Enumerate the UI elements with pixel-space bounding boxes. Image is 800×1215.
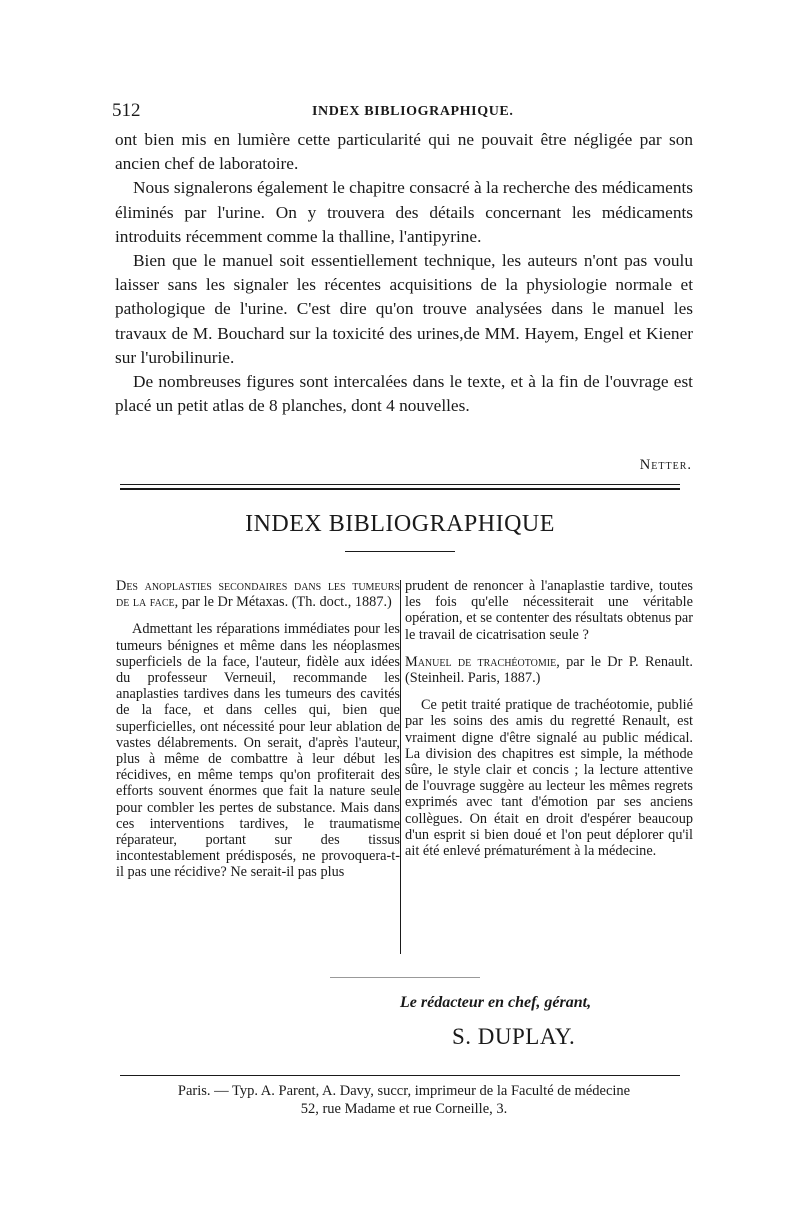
editor-signoff: Le rédacteur en chef, gérant, [400,994,592,1011]
review-paragraph: ont bien mis en lumière cette particularité qui ne pouvait être négligée par son ancien chef de laboratoire. [115,130,693,174]
title-underline [345,551,455,552]
entry-heading [116,578,400,610]
review-text [115,128,693,418]
section-title: INDEX BIBLIOGRAPHIQUE [245,511,555,537]
entry-heading [405,654,693,686]
review-signature: Netter. [639,457,692,473]
column-divider [400,580,401,954]
entry-body: Admettant les réparations immédiates pour les tumeurs bénignes et même dans les néoplasmes superficiels de la face, l'auteur, fidèle aux idées du professeur Verneuil, recommande les anaplasties tardives dans les tumeurs des cavités de la face, et dans celles qui, bien que superficielles, ont nécessité pour leur ablation de vastes délabrements. On serait, d'après l'auteur, plus à même de combattre à leur début les récidives, en même temps qu'on profiterait des efforts souvent énormes que fait la nature seule pour combler les pertes de substance. Mais dans ces interventions tardives, le traumatisme réparateur, portant sur des tissus incontestablement prédisposés, ne provoquera-t-il pas une récidive? Ne serait-il pas plus [116,621,400,881]
entry-citation: par le Dr Métaxas. (Th. doct., 1887.) [181,594,392,611]
left-column [116,578,400,881]
entry-body: Ce petit traité pratique de trachéotomie, publié par les soins des amis du regretté Renault, est vraiment digne d'être signalé au public médical. La division des chapitres est simple, la méthode sûre, le style clair et concis ; la lecture attentive de l'ouvrage suggère au lecteur les mêmes regrets exprimés avec tant d'émotion par ses anciens collègues. On était en droit d'espérer beaucoup d'un esprit si bien doué et l'on peut déplorer qu'il ait été enlevé prématurément à la médecine. [405,697,693,860]
imprint-line: 52, rue Madame et rue Corneille, 3. [300,1100,508,1117]
imprint-line: Paris. — Typ. A. Parent, A. Davy, succr, imprimeur de la Faculté de médecine [177,1083,631,1099]
entry-citation: par le Dr P. Renault. (Steinheil. Paris, 1887.) [405,653,693,687]
divider-rule [120,1075,680,1076]
entry-title: Manuel de trachéotomie, [405,653,560,670]
printer-imprint [114,1083,694,1118]
entry-body-continued: prudent de renoncer à l'anaplastie tardive, toutes les fois qu'elle nécessiterait une véritable opération, et se contenter des résultats obtenus par le travail de cicatrisation seule ? [405,578,693,643]
entry-title: Des anoplasties secondaires dans les tumeurs de la face, [116,578,400,611]
editor-name: S. DUPLAY. [452,1024,576,1049]
divider-rule [120,484,680,485]
running-head [112,100,692,124]
review-paragraph: De nombreuses figures sont intercalées dans le texte, et à la fin de l'ouvrage est placé un petit atlas de 8 planches, dont 4 nouvelles. [115,372,693,416]
review-paragraph: Nous signalerons également le chapitre consacré à la recherche des médicaments éliminés par l'urine. On y trouvera des détails concernant les médicaments introduits récemment comme la thalline, l'antipyrine. [115,178,693,246]
divider-rule [120,488,680,490]
divider-rule [330,977,480,978]
page-number: 512 [112,100,141,121]
running-head-title: INDEX BIBLIOGRAPHIQUE. [312,104,514,119]
review-paragraph: Bien que le manuel soit essentiellement technique, les auteurs n'ont pas voulu laisser sans les signaler les récentes acquisitions de la physiologie normale et pathologique de l'urine. C'est dire qu'on trouve analysées dans le manuel les travaux de M. Bouchard sur la toxicité des urines,de MM. Hayem, Engel et Kiener sur l'urobilinurie. [115,251,693,367]
right-column [405,578,693,859]
